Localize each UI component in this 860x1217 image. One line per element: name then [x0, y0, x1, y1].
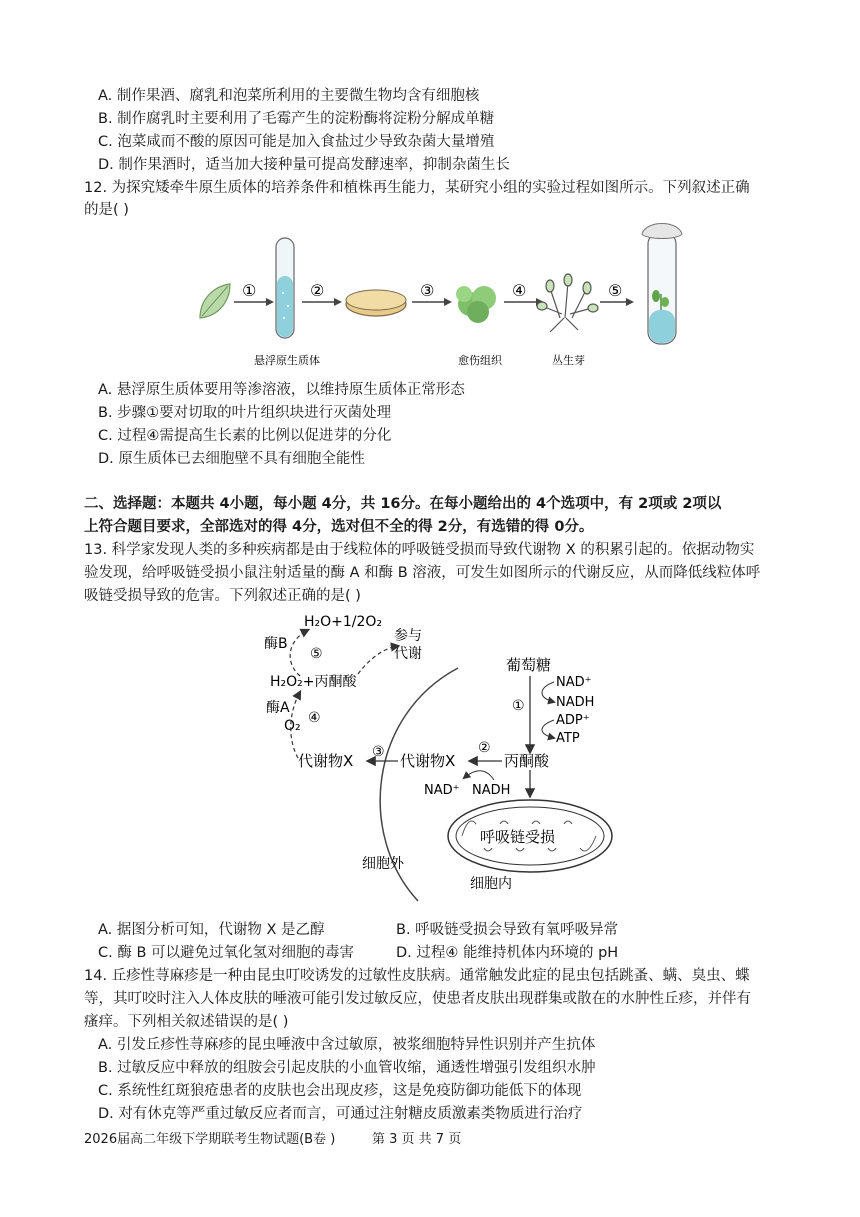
metabolite-x-inside: 代谢物X [400, 752, 456, 770]
nadh-label-2: NADH [472, 783, 511, 798]
nad-plus-label-2: NAD⁺ [424, 783, 460, 798]
inside-cell-label: 细胞内 [470, 876, 512, 892]
step-1-circle: ① [512, 698, 525, 714]
label-protoplast: 悬浮原生质体 [254, 354, 320, 367]
q12-figure [190, 218, 690, 378]
q11-option-c: C. 泡菜咸而不酸的原因可能是加入食盐过少导致杂菌大量增殖 [98, 134, 495, 150]
q13-stem-line3: 吸链受损导致的危害。下列叙述正确的是( ) [84, 588, 361, 604]
q11-option-b: B. 制作腐乳时主要利用了毛霉产生的淀粉酶将淀粉分解成单糖 [98, 111, 495, 127]
pyruvate-label: 丙酮酸 [504, 752, 550, 770]
q13-option-a: A. 据图分析可知，代谢物 X 是乙醇 [98, 922, 325, 938]
nad-plus-label: NAD⁺ [556, 675, 592, 690]
q11-option-a: A. 制作果酒、腐乳和泡菜所利用的主要微生物均含有细胞核 [98, 88, 480, 104]
atp-label: ATP [556, 731, 580, 746]
damaged-chain-label: 呼吸链受损 [480, 828, 556, 846]
footer-exam-title: 2026届高二年级下学期联考生物试题(B卷 ) [84, 1132, 336, 1147]
shoots-icon [537, 274, 598, 332]
step-2-label: ② [310, 281, 325, 300]
participate-label-2: 代谢 [394, 646, 422, 662]
test-tube-icon [276, 238, 294, 338]
footer-page-number: 第 3 页 共 7 页 [372, 1132, 462, 1147]
leaf-icon [200, 284, 230, 318]
q13-option-c: C. 酶 B 可以避免过氧化氢对细胞的毒害 [98, 945, 355, 961]
enzyme-b-label: 酶B [264, 636, 288, 652]
q12-stem-line1: 12. 为探究矮牵牛原生质体的培养条件和植株再生能力，某研究小组的实验过程如图所示。下列叙述正确 [84, 180, 750, 196]
participate-label-1: 参与 [394, 628, 422, 644]
q14-stem-line3: 瘙痒。下列相关叙述错误的是( ) [84, 1014, 289, 1030]
plantlet-tube-icon [642, 224, 682, 345]
q14-option-a: A. 引发丘疹性荨麻疹的昆虫唾液中含过敏原，被浆细胞特异性识别并产生抗体 [98, 1037, 596, 1053]
q13-option-b: B. 呼吸链受损会导致有氧呼吸异常 [396, 922, 619, 938]
metabolite-x-outside: 代谢物X [298, 752, 354, 770]
q12-stem-line2: 的是( ) [84, 202, 129, 218]
h2o-o2-label: H₂O+1/2O₂ [304, 614, 383, 630]
step-4-circle: ④ [308, 710, 321, 726]
q12-option-b: B. 步骤①要对切取的叶片组织块进行灭菌处理 [98, 405, 392, 421]
label-callus: 愈伤组织 [458, 354, 502, 367]
q14-stem-line1: 14. 丘疹性荨麻疹是一种由昆虫叮咬诱发的过敏性皮肤病。通常触发此症的昆虫包括跳蚤、螨、臭虫、蝶 [84, 968, 750, 984]
q14-option-b: B. 过敏反应中释放的组胺会引起皮肤的小血管收缩，通透性增强引发组织水肿 [98, 1060, 596, 1076]
section2-heading-line2: 上符合题目要求，全部选对的得 4分，选对但不全的得 2分，有选错的得 0分。 [84, 519, 594, 535]
q12-option-a: A. 悬浮原生质体要用等渗溶液，以维持原生质体正常形态 [98, 382, 465, 398]
step-3-circle: ③ [372, 744, 385, 760]
outside-cell-label: 细胞外 [362, 856, 404, 872]
q14-option-d: D. 对有休克等严重过敏反应者而言，可通过注射糖皮质激素类物质进行治疗 [98, 1106, 583, 1122]
section2-heading-line1: 二、选择题：本题共 4小题，每小题 4分，共 16分。在每小题给出的 4个选项中，有 2项或 2项以 [84, 496, 722, 512]
q12-option-d: D. 原生质体已去细胞壁不具有细胞全能性 [98, 451, 365, 467]
step-3-label: ③ [420, 281, 435, 300]
q13-stem-line1: 13. 科学家发现人类的多种疾病都是由于线粒体的呼吸链受损而导致代谢物 X 的积累引起的。依据动物实 [84, 542, 755, 558]
q13-option-d: D. 过程④ 能维持机体内环境的 pH [396, 945, 619, 961]
glucose-label: 葡萄糖 [506, 656, 552, 674]
step-5-circle: ⑤ [310, 646, 323, 662]
step-1-label: ① [242, 281, 257, 300]
q11-option-d: D. 制作果酒时，适当加大接种量可提高发酵速率，抑制杂菌生长 [98, 157, 510, 173]
petri-dish-icon [346, 290, 406, 316]
q12-option-c: C. 过程④需提高生长素的比例以促进芽的分化 [98, 428, 392, 444]
q13-stem-line2: 验发现，给呼吸链受损小鼠注射适量的酶 A 和酶 B 溶液，可发生如图所示的代谢反应，从而降低线粒体呼 [84, 565, 761, 581]
step-2-circle: ② [478, 740, 491, 756]
callus-icon [456, 286, 496, 323]
step-4-label: ④ [512, 281, 527, 300]
step-5-label: ⑤ [608, 281, 623, 300]
nadh-label: NADH [556, 695, 595, 710]
q14-option-c: C. 系统性红斑狼疮患者的皮肤也会出现皮疹，这是免疫防御功能低下的体现 [98, 1083, 582, 1099]
enzyme-a-label: 酶A [266, 700, 290, 716]
q13-figure [258, 606, 628, 906]
q14-stem-line2: 等，其叮咬时注入人体皮肤的唾液可能引发过敏反应，使患者皮肤出现群集或散在的水肿性丘疹，并伴有 [84, 991, 751, 1007]
adp-label: ADP⁺ [556, 713, 590, 728]
o2-label: O₂ [284, 718, 301, 734]
h2o2-pyruvate-label: H₂O₂+丙酮酸 [270, 674, 357, 690]
label-shoots: 丛生芽 [552, 354, 585, 367]
